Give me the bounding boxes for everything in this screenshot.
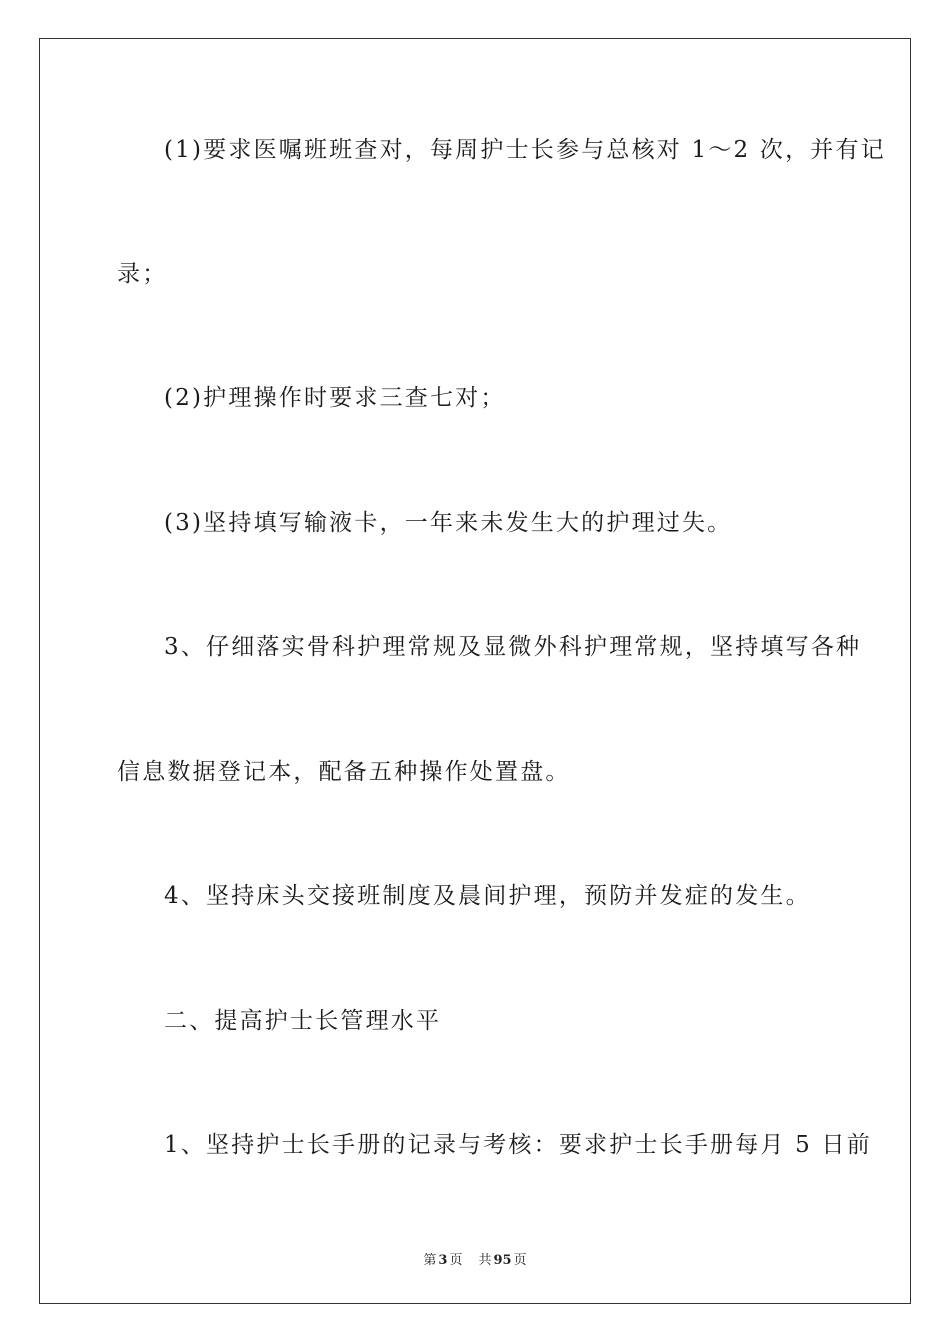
paragraph-line-5: 3、仔细落实骨科护理常规及显微外科护理常规，坚持填写各种 [164, 634, 862, 660]
footer-total-suffix: 页 [513, 1253, 527, 1268]
page-border [39, 38, 911, 1304]
footer-total-prefix: 共 [478, 1253, 492, 1268]
paragraph-line-1: (1)要求医嘱班班查对，每周护士长参与总核对 1～2 次，并有记 [164, 137, 886, 163]
footer-total-pages: 95 [493, 1253, 512, 1268]
section-heading: 二、提高护士长管理水平 [164, 1008, 442, 1034]
paragraph-line-3: (2)护理操作时要求三查七对； [164, 385, 506, 411]
paragraph-line-4: (3)坚持填写输液卡，一年来未发生大的护理过失。 [164, 510, 733, 536]
footer-page-number: 3 [438, 1253, 448, 1268]
paragraph-line-6: 信息数据登记本，配备五种操作处置盘。 [117, 759, 571, 785]
page-footer [0, 1249, 950, 1268]
paragraph-line-2: 录； [117, 261, 168, 287]
paragraph-line-7: 4、坚持床头交接班制度及晨间护理，预防并发症的发生。 [164, 883, 811, 909]
footer-page-suffix: 页 [449, 1253, 463, 1268]
paragraph-line-9: 1、坚持护士长手册的记录与考核：要求护士长手册每月 5 日前 [164, 1132, 872, 1158]
footer-page-prefix: 第 [423, 1253, 437, 1268]
